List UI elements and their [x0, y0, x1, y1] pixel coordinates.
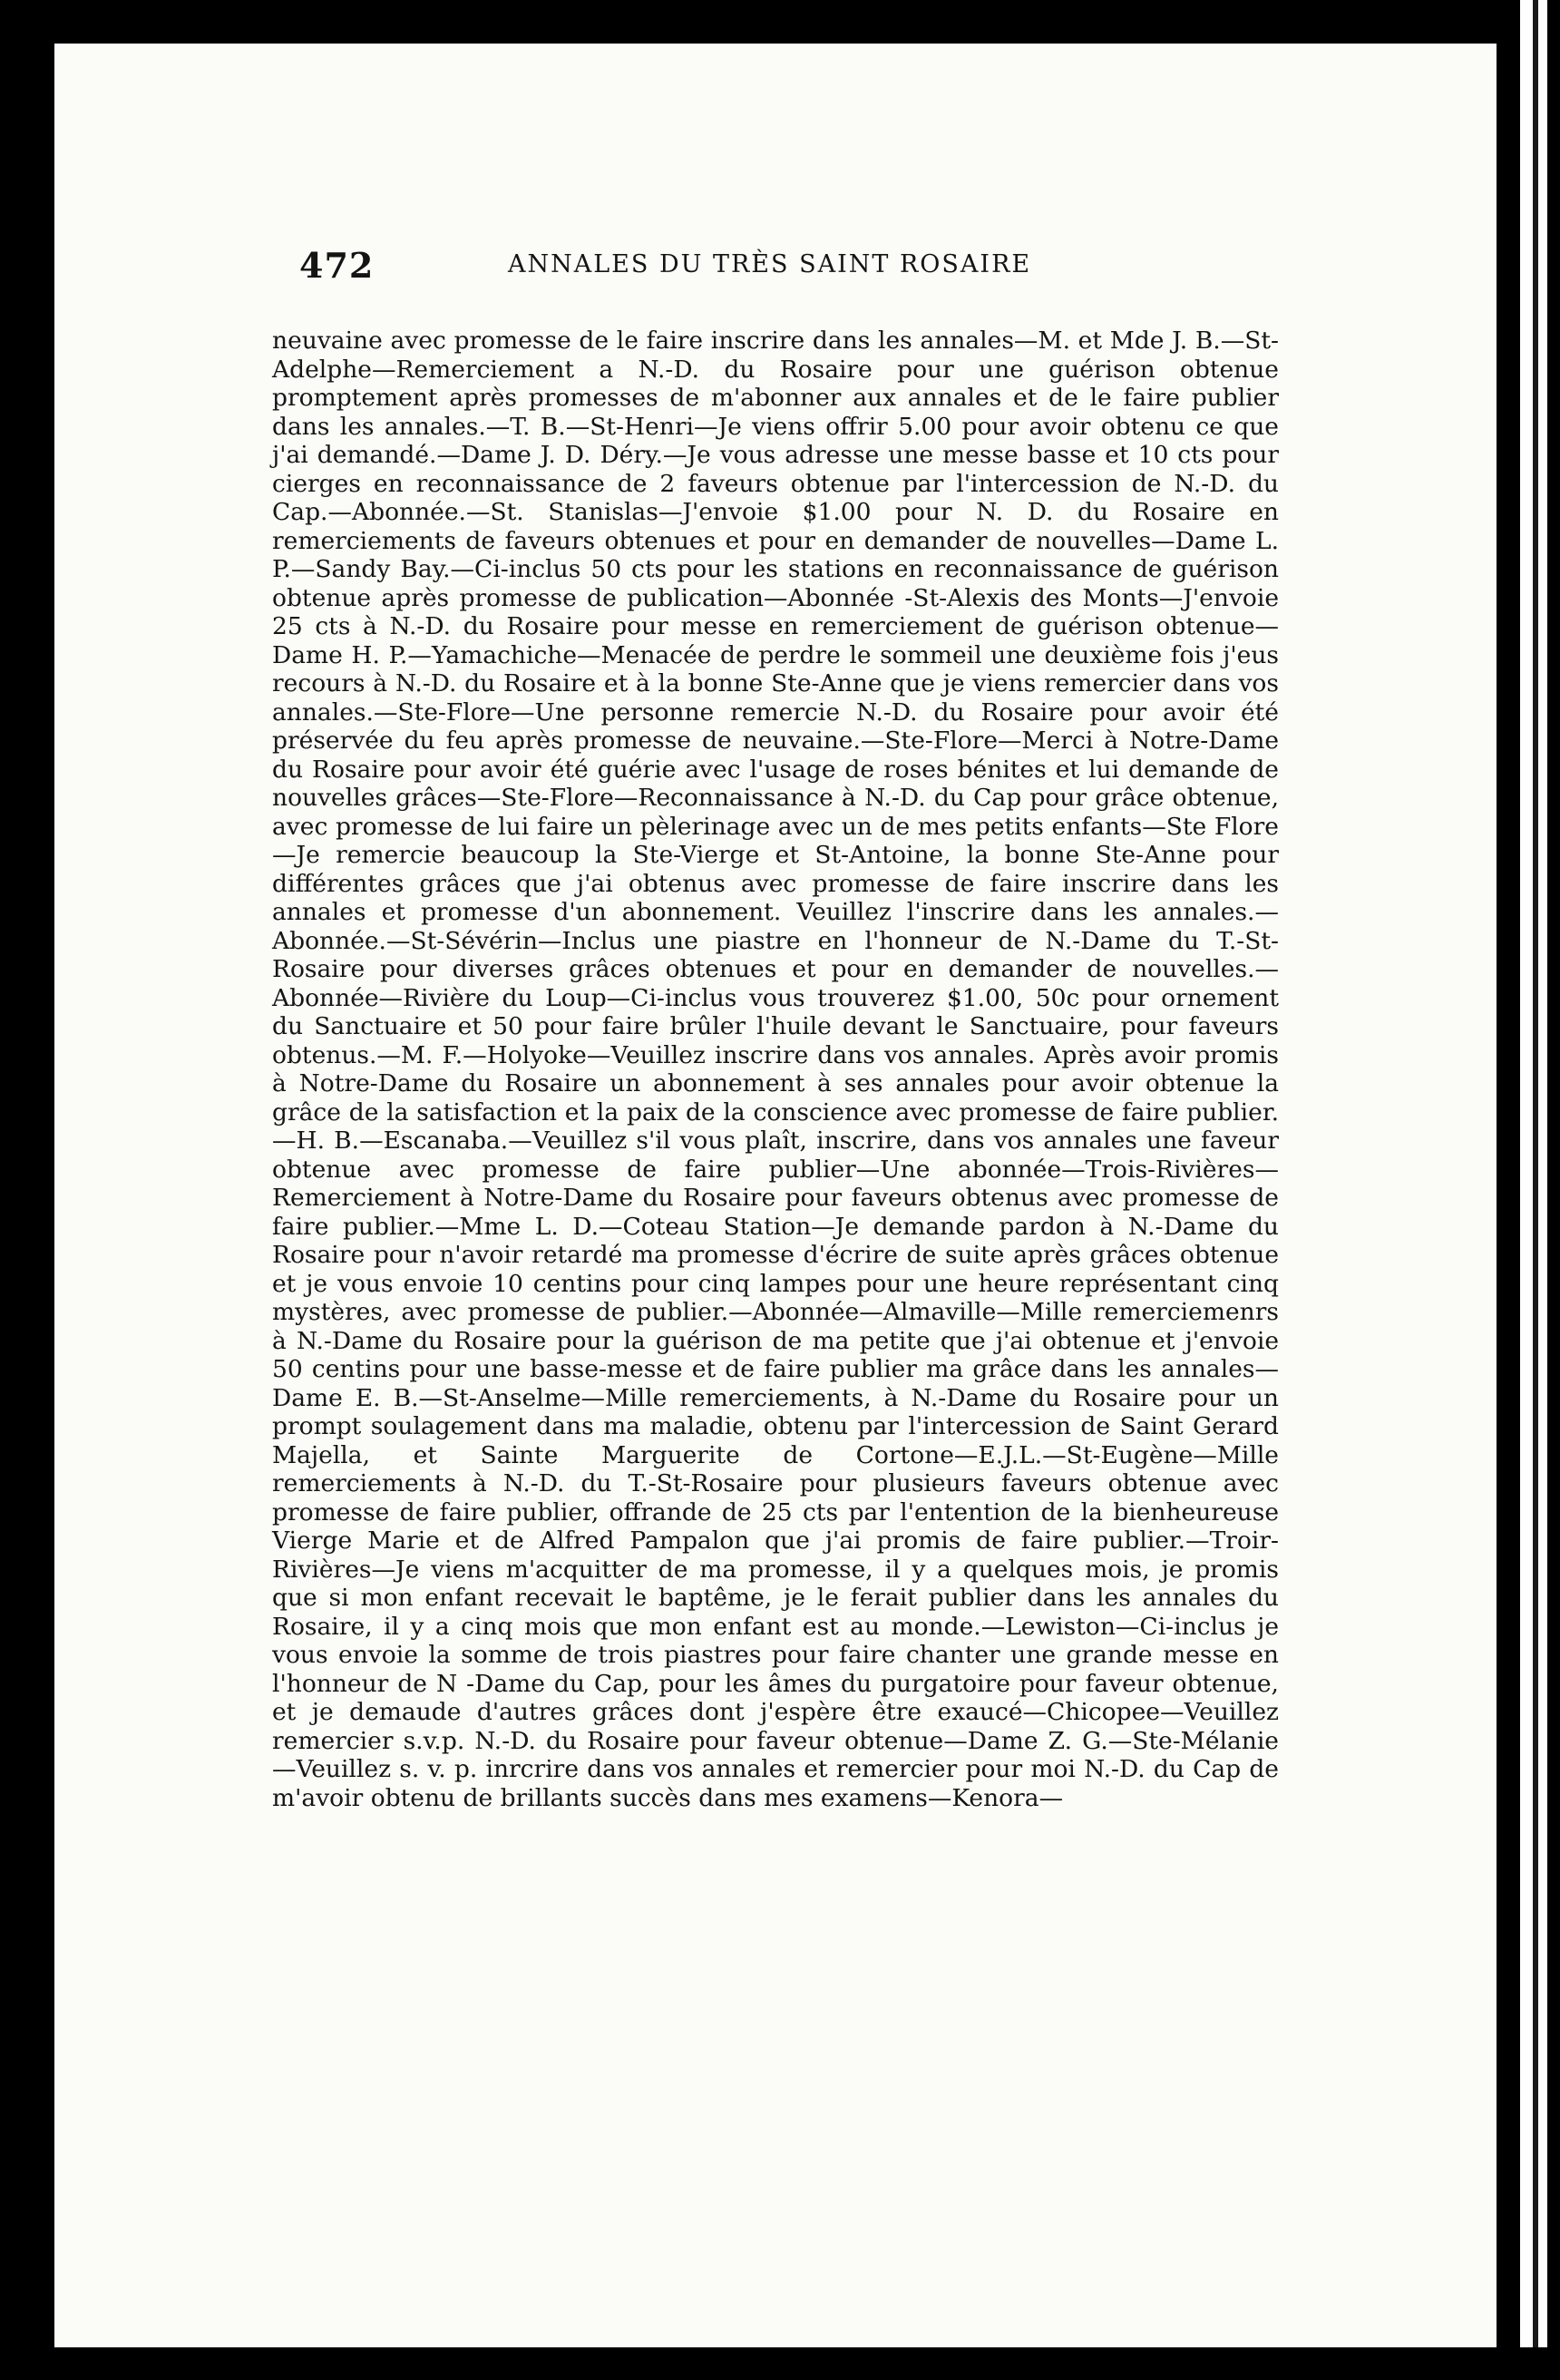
- page-number: 472: [299, 245, 375, 286]
- running-title: ANNALES DU TRÈS SAINT ROSAIRE: [508, 250, 1032, 278]
- scan-edge-right: [1520, 0, 1560, 2380]
- scan-edge-bottom: [0, 2347, 1560, 2380]
- page-header: [299, 245, 1342, 299]
- body-text-block: [272, 327, 1279, 1812]
- body-paragraph: neuvaine avec promesse de le faire inscrire dans les annales—M. et Mde J. B.—St-Adelphe—Remerciement a N.-D. du Rosaire pour une guérison obtenue promptement après promesses de m'abonner aux annales et de le faire publier dans les annales.—T. B.—St-Henri—Je viens offrir 5.00 pour avoir obtenu ce que j'ai demandé.—Dame J. D. Déry.—Je vous adresse une messe basse et 10 cts pour cierges en reconnaissance de 2 faveurs obtenue par l'intercession de N.-D. du Cap.—Abonnée.—St. Stanislas—J'envoie $1.00 pour N. D. du Rosaire en remerciements de faveurs obtenues et pour en demander de nouvelles—Dame L. P.—Sandy Bay.—Ci-inclus 50 cts pour les stations en reconnaissance de guérison obtenue après promesse de publication—Abonnée -St-Alexis des Monts—J'envoie 25 cts à N.-D. du Rosaire pour messe en remerciement de guérison obtenue—Dame H. P.—Yamachiche—Menacée de perdre le sommeil une deuxième fois j'eus recours à N.-D. du Rosaire et à la bonne Ste-Anne que je viens remercier dans vos annales.—Ste-Flore—Une personne remercie N.-D. du Rosaire pour avoir été préservée du feu après promesse de neuvaine.—Ste-Flore—Merci à Notre-Dame du Rosaire pour avoir été guérie avec l'usage de roses bénites et lui demande de nouvelles grâces—Ste-Flore—Reconnaissance à N.-D. du Cap pour grâce obtenue, avec promesse de lui faire un pèlerinage avec un de mes petits enfants—Ste Flore—Je remercie beaucoup la Ste-Vierge et St-Antoine, la bonne Ste-Anne pour différentes grâces que j'ai obtenus avec promesse de faire inscrire dans les annales et promesse d'un abonnement. Veuillez l'inscrire dans les annales.—Abonnée.—St-Sévérin—Inclus une piastre en l'honneur de N.-Dame du T.-St-Rosaire pour diverses grâces obtenues et pour en demander de nouvelles.—Abonnée—Rivière du Loup—Ci-inclus vous trouverez $1.00, 50c pour ornement du Sanctuaire et 50 pour faire brûler l'huile devant le Sanctuaire, pour faveurs obtenus.—M. F.—Holyoke—Veuillez inscrire dans vos annales. Après avoir promis à Notre-Dame du Rosaire un abonnement à ses annales pour avoir obtenue la grâce de la satisfaction et la paix de la conscience avec promesse de faire publier.—H. B.—Escanaba.—Veuillez s'il vous plaît, inscrire, dans vos annales une faveur obtenue avec promesse de faire publier—Une abonnée—Trois-Rivières—Remerciement à Notre-Dame du Rosaire pour faveurs obtenus avec promesse de faire publier.—Mme L. D.—Coteau Station—Je demande pardon à N.-Dame du Rosaire pour n'avoir retardé ma promesse d'écrire de suite après grâces obtenue et je vous envoie 10 centins pour cinq lampes pour une heure représentant cinq mystères, avec promesse de publier.—Abonnée—Almaville—Mille remerciemenrs à N.-Dame du Rosaire pour la guérison de ma petite que j'ai obtenue et j'envoie 50 centins pour une basse-messe et de faire publier ma grâce dans les annales—Dame E. B.—St-Anselme—Mille remerciements, à N.-Dame du Rosaire pour un prompt soulagement dans ma maladie, obtenu par l'intercession de Saint Gerard Majella, et Sainte Marguerite de Cortone—E.J.L.—St-Eugène—Mille remerciements à N.-D. du T.-St-Rosaire pour plusieurs faveurs obtenue avec promesse de faire publier, offrande de 25 cts par l'entention de la bienheureuse Vierge Marie et de Alfred Pampalon que j'ai promis de faire publier.—Troir-Rivières—Je viens m'acquitter de ma promesse, il y a quelques mois, je promis que si mon enfant recevait le baptême, je le ferait publier dans les annales du Rosaire, il y a cinq mois que mon enfant est au monde.—Lewiston—Ci-inclus je vous envoie la somme de trois piastres pour faire chanter une grande messe en l'honneur de N -Dame du Cap, pour les âmes du purgatoire pour faveur obtenue, et je demaude d'autres grâces dont j'espère être exaucé—Chicopee—Veuillez remercier s.v.p. N.-D. du Rosaire pour faveur obtenue—Dame Z. G.—Ste-Mélanie—Veuillez s. v. p. inrcrire dans vos annales et remercier pour moi N.-D. du Cap de m'avoir obtenu de brillants succès dans mes examens—Kenora—: [272, 327, 1279, 1812]
